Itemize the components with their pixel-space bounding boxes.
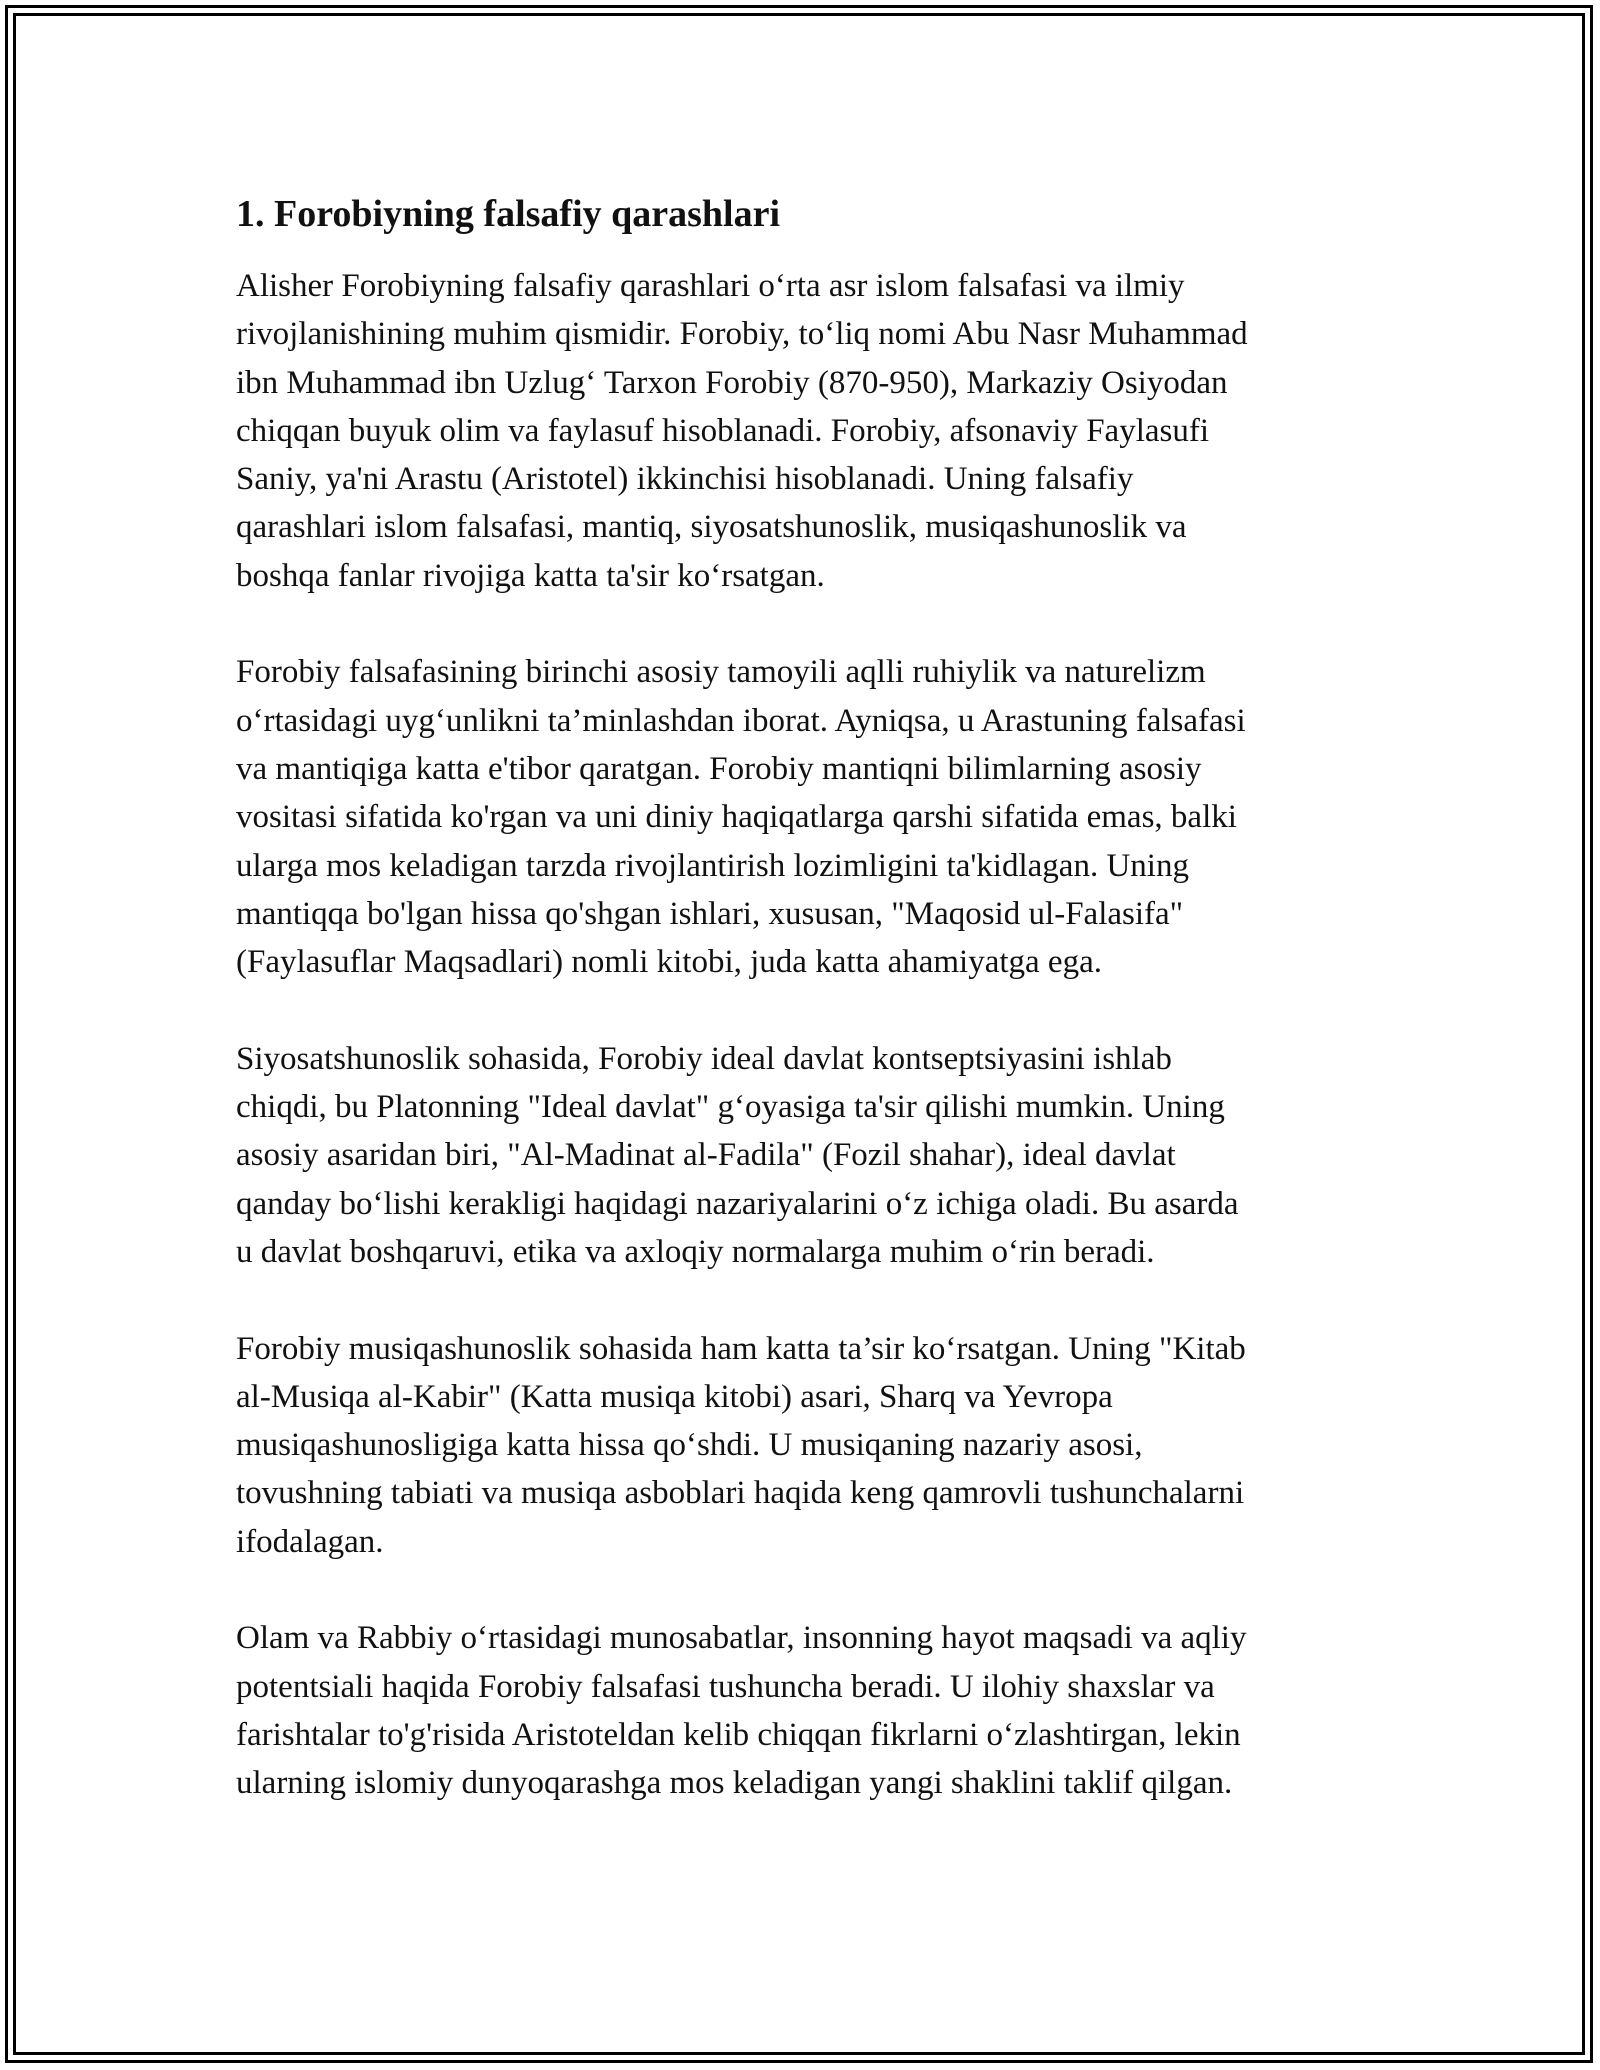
document-body (236, 186, 1376, 1856)
paragraph-line: Olam va Rabbiy o‘rtasidagi munosabatlar, insonning hayot maqsadi va aqliy (236, 1620, 1247, 1657)
paragraph-3 (236, 1035, 1376, 1276)
paragraph-1 (236, 262, 1376, 600)
paragraph-line: musiqashunosligiga katta hissa qo‘shdi. U musiqaning nazariy asosi, (236, 1427, 1143, 1464)
paragraph-5 (236, 1614, 1376, 1807)
paragraph-line: potentsiali haqida Forobiy falsafasi tushuncha beradi. U ilohiy shaxslar va (236, 1668, 1215, 1705)
paragraph-line: va mantiqiga katta e'tibor qaratgan. Forobiy mantiqni bilimlarning asosiy (236, 750, 1202, 787)
paragraph-line: Alisher Forobiyning falsafiy qarashlari o‘rta asr islom falsafasi va ilmiy (236, 268, 1185, 304)
paragraph-line: al-Musiqa al-Kabir" (Katta musiqa kitobi) asari, Sharq va Yevropa (236, 1378, 1113, 1415)
paragraph-line: ularning islomiy dunyoqarashga mos keladigan yangi shaklini taklif qilgan. (236, 1765, 1233, 1802)
paragraph-line: Saniy, ya'ni Arastu (Aristotel) ikkinchisi hisoblanadi. Uning falsafiy (236, 461, 1134, 498)
paragraph-line: chiqdi, bu Platonning "Ideal davlat" g‘oyasiga ta'sir qilishi mumkin. Uning (236, 1089, 1225, 1126)
document-title: 1. Forobiyning falsafiy qarashlari (236, 193, 781, 235)
paragraph-line: asosiy asaridan biri, "Al-Madinat al-Fadila" (Fozil shahar), ideal davlat (236, 1137, 1176, 1174)
paragraph-line: rivojlanishining muhim qismidir. Forobiy, to‘liq nomi Abu Nasr Muhammad (236, 316, 1248, 353)
paragraph-line: ifodalagan. (236, 1523, 384, 1560)
paragraph-4 (236, 1325, 1376, 1566)
paragraph-line: (Faylasuflar Maqsadlari) nomli kitobi, juda katta ahamiyatga ega. (236, 944, 1102, 981)
paragraph-line: ularga mos keladigan tarzda rivojlantirish lozimligini ta'kidlagan. Uning (236, 847, 1189, 884)
paragraph-line: qarashlari islom falsafasi, mantiq, siyosatshunoslik, musiqashunoslik va (236, 509, 1187, 546)
paragraph-line: Siyosatshunoslik sohasida, Forobiy ideal davlat kontseptsiyasini ishlab (236, 1040, 1172, 1077)
paragraph-line: chiqqan buyuk olim va faylasuf hisoblanadi. Forobiy, afsonaviy Faylasufi (236, 412, 1210, 449)
paragraph-line: qanday bo‘lishi kerakligi haqidagi nazariyalarini o‘z ichiga oladi. Bu asarda (236, 1185, 1239, 1222)
paragraph-line: boshqa fanlar rivojiga katta ta'sir ko‘rsatgan. (236, 557, 825, 594)
paragraph-line: u davlat boshqaruvi, etika va axloqiy normalarga muhim o‘rin beradi. (236, 1233, 1155, 1270)
paragraph-line: mantiqqa bo'lgan hissa qo'shgan ishlari, xususan, "Maqosid ul-Falasifa" (236, 895, 1184, 932)
paragraph-line: vositasi sifatida ko'rgan va uni diniy haqiqatlarga qarshi sifatida emas, balki (236, 799, 1237, 836)
paragraph-line: Forobiy falsafasining birinchi asosiy tamoyili aqlli ruhiylik va naturelizm (236, 654, 1206, 691)
paragraph-line: Forobiy musiqashunoslik sohasida ham katta ta’sir ko‘rsatgan. Uning "Kitab (236, 1330, 1246, 1367)
paragraph-line: ibn Muhammad ibn Uzlug‘ Tarxon Forobiy (870-950), Markaziy Osiyodan (236, 364, 1228, 401)
paragraph-line: farishtalar to'g'risida Aristoteldan kelib chiqqan fikrlarni o‘zlashtirgan, lekin (236, 1716, 1241, 1753)
paragraph-line: tovushning tabiati va musiqa asboblari haqida keng qamrovli tushunchalarni (236, 1475, 1245, 1512)
paragraph-2 (236, 648, 1376, 986)
paragraph-line: o‘rtasidagi uyg‘unlikni ta’minlashdan iborat. Ayniqsa, u Arastuning falsafasi (236, 702, 1246, 739)
